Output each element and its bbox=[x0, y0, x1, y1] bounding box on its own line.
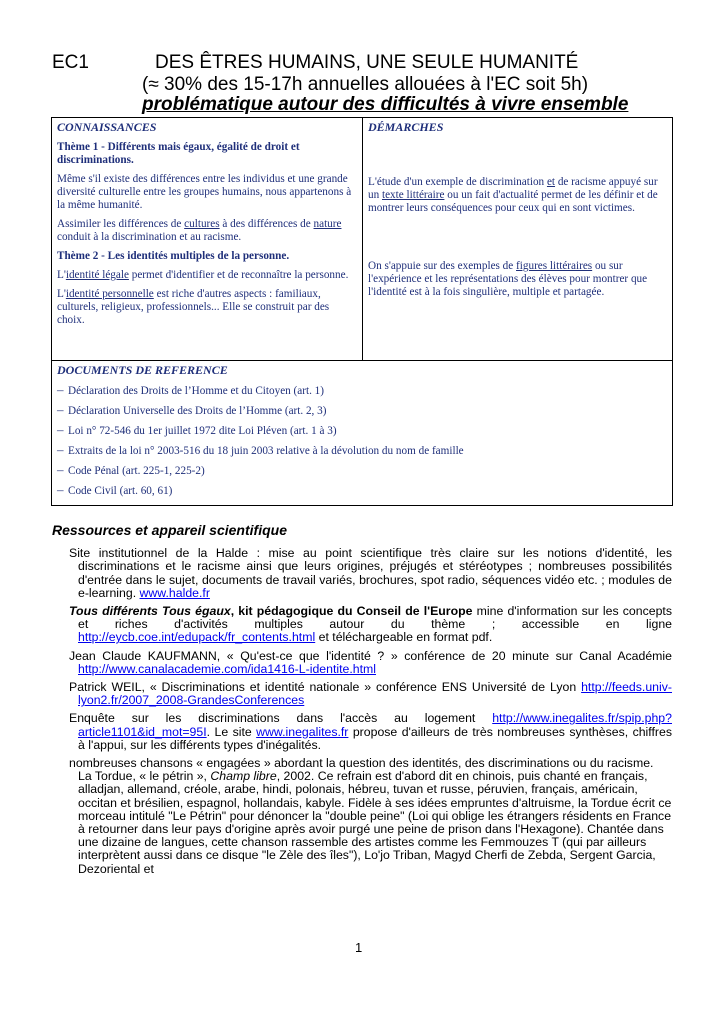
tordue-paragraph: La Tordue, « le pétrin », Champ libre, 2002. Ce refrain est d'abord dit en chinois, puis chanté en français, alladjan, allemand, créole, arabe, hindi, polonais, hébreu, tuvan et russe, péruvien, français, américain, occitan et brésilien, espagnol, hollandais, kabyle. Fidèle à ses idées empruntes d'altruisme, la Tordue écrit ce morceau intitulé "Le Pétrin" pour dénoncer la "double peine" (Loi qui oblige les étrangers résidents en France à retourner dans leur pays d'origine après avoir purgé une peine de prison dans l'Hexagone). Chantée dans une dizaine de langues, cette chanson rassemble des artistes comme les Femmouzes T (qui par ailleurs interprètent aussi dans ce disque "le Zèle des îles"), Lo'jo Triban, Magyd Cherfi de Zebda, Sergent Garcia, Dezoriental et bbox=[78, 769, 672, 876]
theme-1-paragraph-2: Assimiler les différences de cultures à des différences de nature conduit à la discrimination et au racisme. bbox=[57, 218, 342, 243]
reference-item: – Déclaration des Droits de l’Homme et du Citoyen (art. 1) bbox=[57, 382, 324, 397]
theme-1-title: Thème 1 - Différents mais égaux, égalité de droit et discriminations. bbox=[57, 141, 300, 166]
halde-link[interactable]: www.halde.fr bbox=[139, 585, 210, 600]
weil-link[interactable]: http://feeds.univ-lyon2.fr/2007_2008-GrandesConferences bbox=[78, 680, 672, 708]
reference-documents-cell bbox=[52, 361, 673, 506]
inegalites-link[interactable]: www.inegalites.fr bbox=[256, 724, 349, 739]
col-header-connaissances: CONNAISSANCES bbox=[57, 120, 157, 134]
theme-2-paragraph-1: L'identité légale permet d'identifier et de reconnaître la personne. bbox=[57, 269, 349, 281]
col-header-demarches: DÉMARCHES bbox=[368, 120, 444, 134]
theme-2-title: Thème 2 - Les identités multiples de la personne. bbox=[57, 250, 290, 262]
songs-entry: nombreuses chansons « engagées » abordant la question des identités, des discriminations ou du racisme. La Tordue, « le pétrin », Champ libre, 2002. Ce refrain est d'abord dit en chinois, puis chanté en français, alladjan, allemand, créole, arabe, hindi, polonais, hébreu, tuvan et russe, péruvien, français, américain, occitan et brésilien, espagnol, hollandais, kabyle. Fidèle à ses idées empruntes d'altruisme, la Tordue écrit ce morceau intitulé "Le Pétrin" pour dénoncer la "double peine" (Loi qui oblige les étrangers résidents en France à retourner dans leur pays d'origine après avoir purgé une peine de prison dans l'Hexagone). Chantée dans une dizaine de langues, cette chanson rassemble des artistes comme les Femmouzes T (qui par ailleurs interprètent aussi dans ce disque "le Zèle des îles"), Lo'jo Triban, Magyd Cherfi de Zebda, Sergent Garcia, Dezoriental et bbox=[69, 756, 672, 876]
docs-header: DOCUMENTS DE REFERENCE bbox=[57, 363, 228, 377]
kaufmann-link[interactable]: http://www.canalacademie.com/ida1416-L-identite.html bbox=[78, 661, 377, 676]
page-number: 1 bbox=[355, 940, 363, 955]
demarches-cell bbox=[363, 118, 673, 361]
theme-2-paragraph-2: L'identité personnelle est riche d'autres aspects : familiaux, culturels, religieux, professionnels... Elle se construit par des choix. bbox=[57, 288, 330, 326]
resources-section bbox=[52, 524, 672, 881]
coe-link[interactable]: http://eycb.coe.int/edupack/fr_contents.html bbox=[78, 630, 316, 645]
page-subtitle: (≈ 30% des 15-17h annuelles allouées à l'EC soit 5h) bbox=[142, 74, 589, 95]
weil-entry: Patrick WEIL, « Discriminations et identité nationale » conférence ENS Université de Lyon http://feeds.univ-lyon2.fr/2007_2008-GrandesConferences bbox=[69, 680, 672, 708]
reference-item: – Code Pénal (art. 225-1, 225-2) bbox=[57, 462, 205, 477]
connaissances-cell bbox=[52, 118, 363, 361]
enquete-link[interactable]: http://www.inegalites.fr/spip.php?article1101&id_mot=95I bbox=[78, 711, 672, 739]
reference-item: – Code Civil (art. 60, 61) bbox=[57, 482, 173, 497]
page-title: DES ÊTRES HUMAINS, UNE SEULE HUMANITÉ bbox=[155, 52, 579, 73]
course-code: EC1 bbox=[52, 52, 89, 73]
reference-item: – Déclaration Universelle des Droits de l’Homme (art. 2, 3) bbox=[57, 402, 327, 417]
demarche-paragraph-1: L'étude d'un exemple de discrimination et de racisme appuyé sur un texte littéraire ou un fait d'actualité permet de les définir et de montrer leurs conséquences pour ceux qui en sont victimes. bbox=[368, 176, 658, 214]
resources-title: Ressources et appareil scientifique bbox=[52, 522, 287, 538]
reference-item: – Loi n° 72-546 du 1er juillet 1972 dite Loi Pléven (art. 1 à 3) bbox=[57, 422, 337, 437]
halde-entry: Site institutionnel de la Halde : mise au point scientifique très claire sur les notions d'identité, les discriminations et le racisme ainsi que leurs origines, préjugés et stéréotypes ; nombreuses possibilités d'entrée dans le sujet, documents de travail variés, brochures, spot radio, séquences vidéo etc. ; modules de e-learning. www.halde.fr bbox=[69, 546, 672, 600]
theme-1-paragraph-1: Même s'il existe des différences entre les individus et une grande diversité culturelle entre les groupes humains, nous appartenons à la même humanité. bbox=[57, 173, 352, 211]
demarche-paragraph-2: On s'appuie sur des exemples de figures littéraires ou sur l'expérience et les représentations des élèves pour montrer que l'identité est à la fois singulière, multiple et partagée. bbox=[368, 260, 648, 298]
reference-item: – Extraits de la loi n° 2003-516 du 18 juin 2003 relative à la dévolution du nom de famille bbox=[57, 442, 464, 457]
enquete-entry: Enquête sur les discriminations dans l'accès au logement http://www.inegalites.fr/spip.php?article1101&id_mot=95I. Le site www.inegalites.fr propose d'ailleurs de très nombreuses synthèses, chiffres à l'appui, sur les différents types d'inégalités. bbox=[69, 711, 672, 752]
problematic-line: problématique autour des difficultés à vivre ensemble bbox=[142, 94, 629, 115]
program-table bbox=[51, 117, 673, 506]
kaufmann-entry: Jean Claude KAUFMANN, « Qu'est-ce que l'identité ? » conférence de 20 minute sur Canal Académie http://www.canalacademie.com/ida1416-L-identite.html bbox=[69, 648, 672, 676]
coe-entry: Tous différents Tous égaux, kit pédagogique du Conseil de l'Europe mine d'information sur les concepts et riches d'activités multiples autour du thème ; accessible en ligne http://eycb.coe.int/edupack/fr_contents.html et téléchargeable en format pdf. bbox=[69, 604, 672, 645]
